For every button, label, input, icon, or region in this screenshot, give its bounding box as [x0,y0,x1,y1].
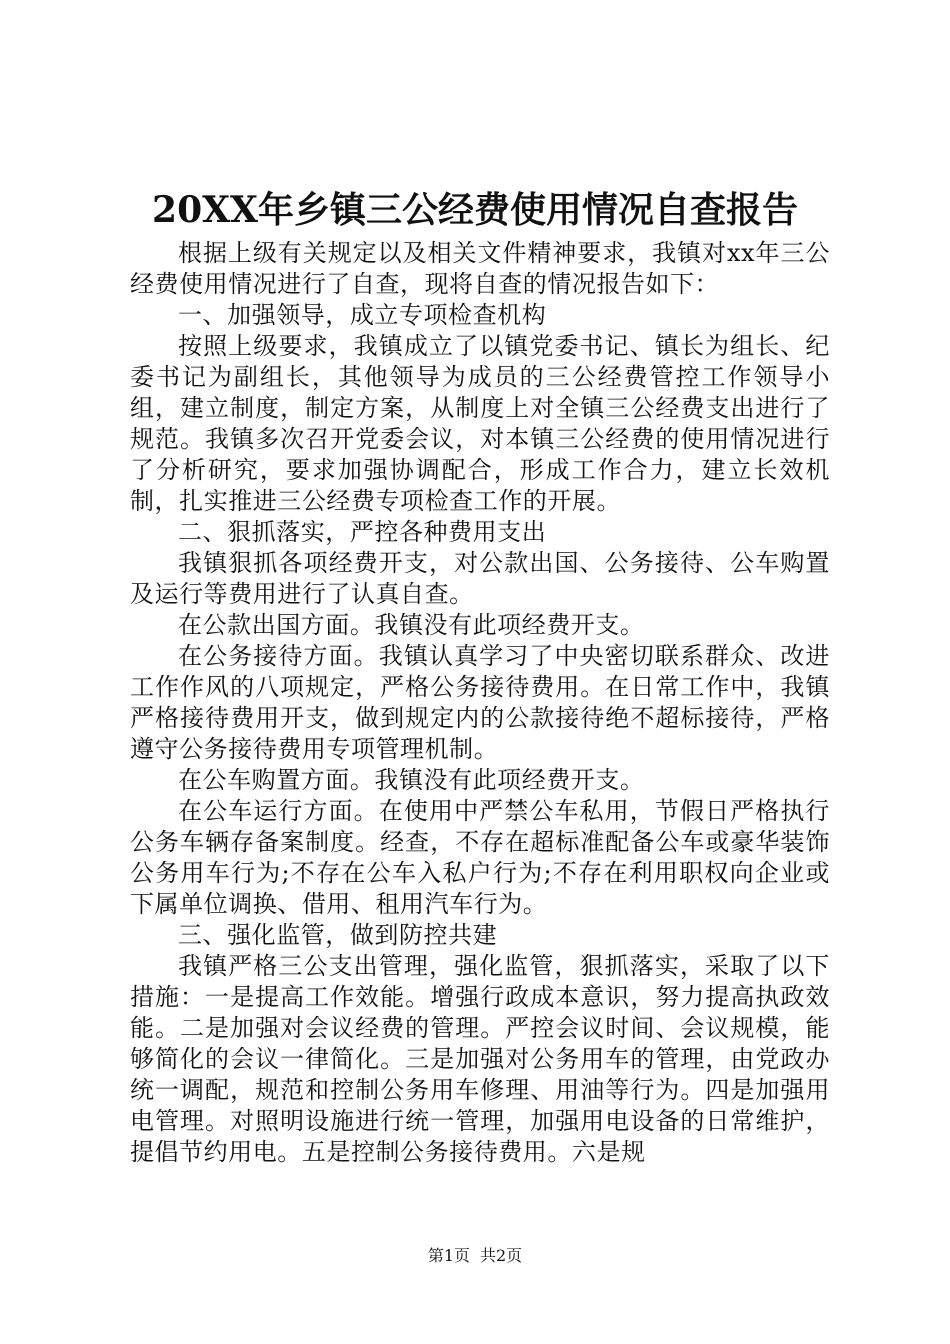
paragraph: 我镇严格三公支出管理，强化监管，狠抓落实，采取了以下措施：一是提高工作效能。增强行政成本意识，努力提高执政效能。二是加强对会议经费的管理。严控会议时间、会议规模，能够简化的会议一律简化。三是加强对公务用车的管理，由党政办统一调配，规范和控制公务用车修理、用油等行为。四是加强用电管理。对照明设施进行统一管理，加强用电设备的日常维护，提倡节约用电。五是控制公务接待费用。六是规 [130,952,830,1166]
section-heading-3: 三、强化监管，做到防控共建 [178,921,498,949]
page-footer [0,1245,950,1267]
page-total: 共2页 [480,1246,523,1265]
paragraph: 按照上级要求，我镇成立了以镇党委书记、镇长为组长、纪委书记为副组长，其他领导为成员的三公经费管控工作领导小组，建立制度，制定方案，从制度上对全镇三公经费支出进行了规范。我镇多次召开党委会议，对本镇三公经费的使用情况进行了分析研究，要求加强协调配合，形成工作合力，建立长效机制，扎实推进三公经费专项检查工作的开展。 [130,332,830,515]
page-number: 第1页 [427,1246,470,1265]
section-heading-2: 二、狠抓落实，严控各种费用支出 [178,518,547,546]
section-heading-1: 一、加强领导，成立专项检查机构 [178,301,547,329]
paragraph: 我镇狠抓各项经费开支，对公款出国、公务接待、公车购置及运行等费用进行了认真自查。 [130,549,830,608]
paragraph-intro: 根据上级有关规定以及相关文件精神要求，我镇对xx年三公经费使用情况进行了自查，现将自查的情况报告如下： [130,239,830,298]
document-body [130,238,830,1168]
document-title: 20XX年乡镇三公经费使用情况自查报告 [152,189,798,231]
paragraph: 在公车购置方面。我镇没有此项经费开支。 [178,766,645,794]
paragraph: 在公务接待方面。我镇认真学习了中央密切联系群众、改进工作作风的八项规定，严格公务接待费用。在日常工作中，我镇严格接待费用开支，做到规定内的公款接待绝不超标接待，严格遵守公务接待费用专项管理机制。 [130,642,830,763]
paragraph: 在公车运行方面。在使用中严禁公车私用，节假日严格执行公务车辆存备案制度。经查，不存在超标准配备公车或豪华装饰公务用车行为;不存在公车入私户行为;不存在利用职权向企业或下属单位调换、借用、租用汽车行为。 [130,797,830,918]
paragraph: 在公款出国方面。我镇没有此项经费开支。 [178,611,645,639]
